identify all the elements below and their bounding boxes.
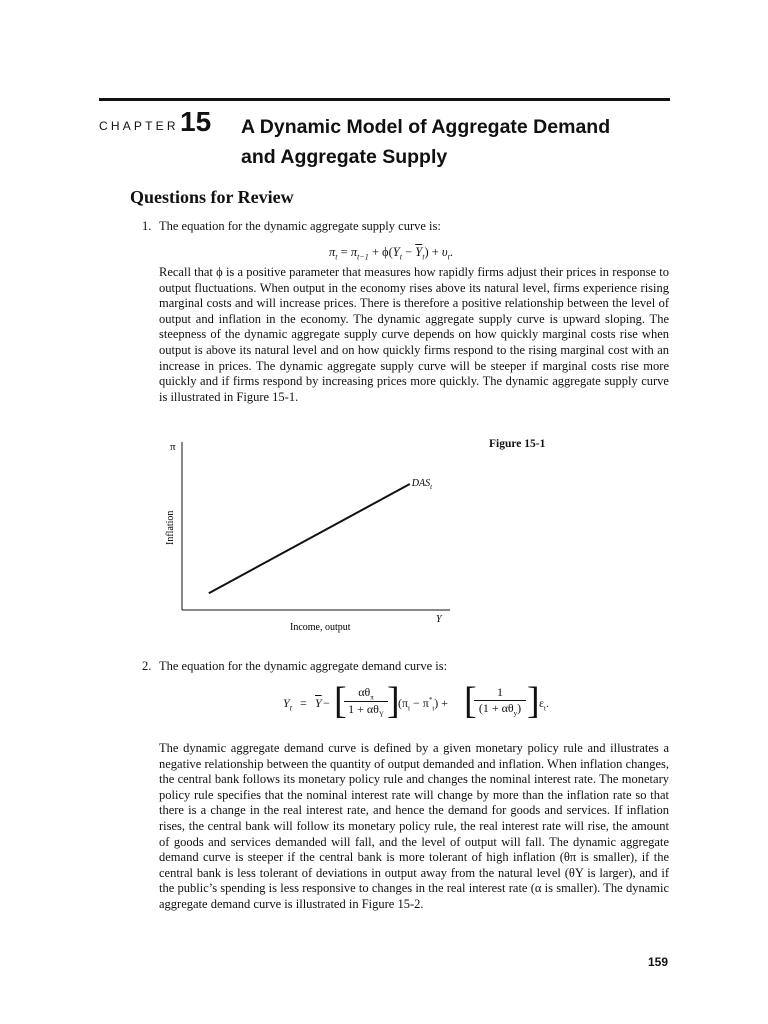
chapter-title-line1: A Dynamic Model of Aggregate Demand	[241, 116, 611, 138]
das-curve-label: $DAS_t$	[411, 478, 433, 491]
das-chart	[150, 430, 460, 635]
dad-fraction-1: $\alpha\theta_\pi$ $1 + \alpha\theta_Y$	[344, 685, 388, 719]
dad-fraction-2: 1 $(1 + \alpha\theta_y)$	[474, 685, 526, 717]
question-1-number: 1.	[142, 219, 152, 233]
question-1-lead: The equation for the dynamic aggregate supply curve is:	[159, 219, 441, 233]
chapter-label: CHAPTER	[99, 119, 179, 133]
y-axis-symbol: π	[170, 441, 176, 453]
question-2-paragraph: The dynamic aggregate demand curve is defined by a given monetary policy rule and illustrates a negative relationship between the quantity of output demanded and inflation. When inflation changes, the central bank follows its monetary policy rule and changes the nominal interest rate. The monetary policy rule specifies that the nominal interest rate will change by more than the inflation rate so that there is a change in the real interest rate, and hence the demand for goods and services. If inflation rises, the central bank will follow its monetary policy rule, the real interest rate will rise, the amount of goods and services demanded will fall, and the level of output will fall. The dynamic aggregate demand curve is steeper if the central bank is more tolerant of high inflation (θπ is smaller), if the central bank is less tolerant of deviations in output away from the natural level (θY is larger), and if the public’s spending is less responsive to changes in the real interest rate (α is smaller). The dynamic aggregate demand curve is illustrated in Figure 15-2.	[159, 741, 669, 911]
y-axis-label: Inflation	[165, 510, 176, 545]
page-number: 159	[648, 955, 669, 969]
chapter-number: 15	[180, 106, 212, 137]
chapter-top-rule	[99, 98, 670, 101]
question-2-number: 2.	[142, 659, 152, 673]
chapter-title-line2: and Aggregate Supply	[241, 146, 448, 168]
figure-label: Figure 15-1	[489, 438, 546, 450]
x-axis-symbol: Y	[436, 614, 442, 625]
question-1-paragraph: Recall that ϕ is a positive parameter that measures how rapidly firms adjust their prices in response to output fluctuations. When output in the economy rises above its natural level, firms experience rising marginal costs and will increase prices. There is therefore a positive relationship between the level of output and inflation in the economy. The dynamic aggregate supply curve is upward sloping. The steepness of the dynamic aggregate supply curve depends on how quickly marginal costs rise when output is above its natural level and on how quickly firms respond to the rising marginal cost with an increase in prices. The dynamic aggregate supply curve will be steeper if marginal costs rise more quickly and if firms respond by increasing prices more quickly. The dynamic aggregate supply curve is illustrated in Figure 15-1.	[159, 265, 669, 404]
section-heading: Questions for Review	[130, 187, 294, 207]
question-2-lead: The equation for the dynamic aggregate demand curve is:	[159, 659, 448, 673]
x-axis-label: Income, output	[290, 622, 351, 633]
chapter-title	[241, 112, 671, 172]
das-curve	[209, 484, 410, 593]
das-equation: $\pi_t = \pi_{t-1} + \phi(Y_t - \overline{Y}_t) + \upsilon_t$.	[329, 245, 454, 262]
